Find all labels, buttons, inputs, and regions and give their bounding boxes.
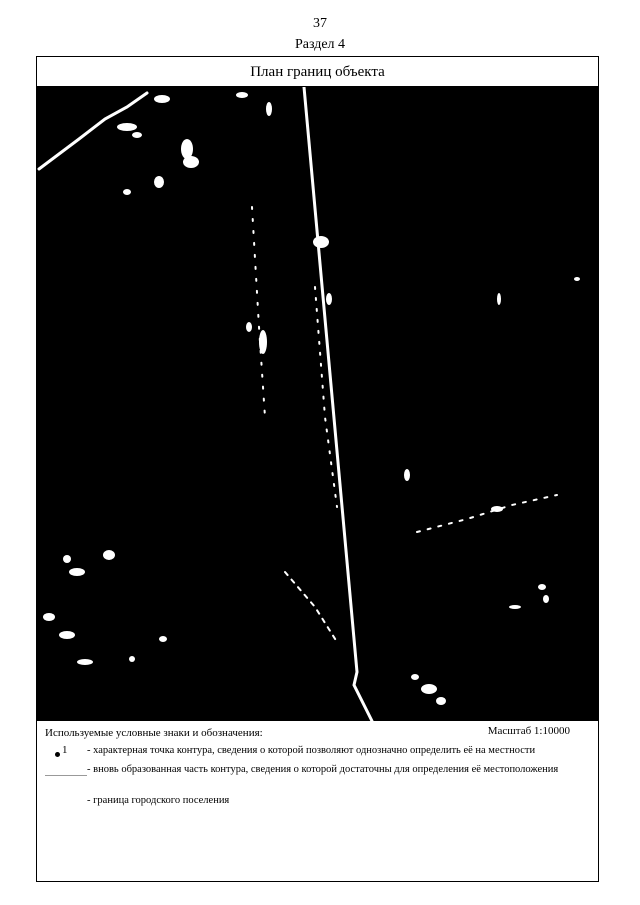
line-symbol bbox=[45, 764, 87, 780]
plan-title: План границ объекта bbox=[37, 57, 598, 87]
map-drawing bbox=[37, 87, 598, 721]
point-symbol bbox=[45, 745, 87, 761]
legend-item-text: - характерная точка контура, сведения о которой позволяют однозначно определить её на местности bbox=[87, 745, 536, 756]
legend-heading: Используемые условные знаки и обозначения: bbox=[45, 727, 263, 739]
line-icon bbox=[45, 775, 87, 776]
section-title: Раздел 4 bbox=[294, 37, 346, 52]
point-number: 1 bbox=[62, 744, 68, 756]
point-dot-icon bbox=[55, 752, 60, 757]
legend bbox=[37, 721, 598, 881]
legend-item-text: - граница городского поселения bbox=[87, 795, 230, 806]
satellite-map-image bbox=[37, 87, 598, 721]
legend-item-text: - вновь образованная часть контура, сведения о которой достаточны для определения её местоположения bbox=[87, 764, 559, 775]
page-number: 37 bbox=[313, 16, 327, 31]
plan-frame bbox=[36, 56, 599, 882]
map-scale: Масштаб 1:10000 bbox=[487, 725, 570, 737]
